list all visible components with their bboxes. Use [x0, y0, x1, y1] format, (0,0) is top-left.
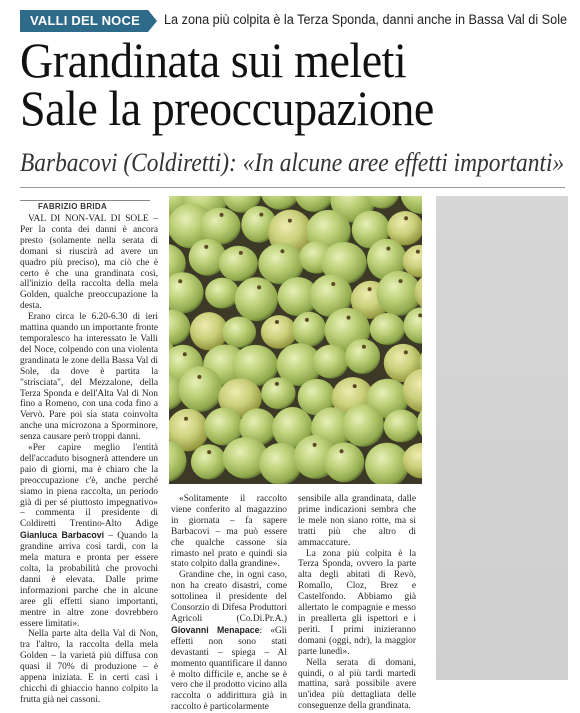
- apple: [345, 339, 380, 374]
- apple: [384, 410, 420, 443]
- headline-line-2: Sale la preoccupazione: [20, 80, 434, 136]
- apple-stem: [386, 247, 390, 251]
- paragraph: La zona più colpita è la Terza Sponda, ovvero la parte alta degli abitati di Revò, Romallo, Cloz, Brez e Castelfondo. Abbiamo già allertato le compagnie e messo in preallerta gli ispettori e i periti. I primi inizieranno domani (oggi, ndr), la maggior parte lunedì».: [298, 548, 416, 657]
- apple-stem: [184, 417, 188, 421]
- paragraph: Erano circa le 6.20-6.30 di ieri mattina quando un importante fronte temporalesco ha interessato le Valli del Noce, colpendo con una violenta grandinata le zone della Bassa Val di Sole, da dove è partita la "strisciata", del Mezzalone, della Terza Sponda e dell'Alta Val di Non fino a Romeno, con una coda fino a Vervò. Pare poi sia stata coinvolta anche una microzona a Sporminore, senza causare però troppi danni.: [20, 312, 158, 443]
- apple-stem: [239, 251, 243, 255]
- apple-stem: [404, 350, 408, 354]
- person-name: Gianluca Barbacovi: [20, 530, 105, 541]
- apple: [169, 272, 204, 313]
- apple: [261, 315, 297, 349]
- apple: [191, 444, 226, 479]
- apple: [313, 345, 349, 379]
- apple-stem: [178, 279, 182, 283]
- divider: [20, 187, 565, 188]
- apple: [261, 196, 300, 210]
- apple-stem: [353, 384, 357, 388]
- arrow-icon: [148, 10, 157, 32]
- apple-stem: [183, 352, 187, 356]
- subtitle: Barbacovi (Coldiretti): «In alcune aree effetti importanti»: [20, 148, 565, 177]
- green-apples-icon: [169, 196, 422, 484]
- paragraph: Grandine che, in ogni caso, non ha creato disastri, come sottolinea il presidente del Consorzio di Difesa Produttori Agricoli (Co.Di.Pr.A.) Giovanni Menapace: «Gli effetti non sono stati devastanti – spiega – Al momento quantificare il danno è molto difficile e, anche se è vero che il prodotto vicino alla raccolta o addirittura già in raccolto è particolarmente: [171, 570, 287, 713]
- apple-stem: [362, 345, 366, 349]
- article-column-2: [171, 494, 287, 713]
- apple-stem: [197, 375, 201, 379]
- kicker-text: La zona più colpita è la Terza Sponda, danni anche in Bassa Val di Sole: [164, 12, 568, 27]
- byline-divider: [20, 200, 150, 201]
- apple-stem: [331, 282, 335, 286]
- article-column-1: [20, 214, 158, 706]
- apple: [222, 317, 256, 348]
- article-column-3: [298, 494, 416, 712]
- apple-stem: [257, 285, 261, 289]
- apple-stem: [399, 279, 403, 283]
- apple: [169, 309, 190, 345]
- paragraph: «Per capire meglio l'entità dell'accaduto bisognerà attendere un paio di giorni, ma è chiaro che la preoccupazione c'è, anche perché siamo in piena raccolta, un periodo già di per sé piuttosto impegnativo» – commenta il presidente di Coldiretti Trentino-Alto Adige Gianluca Barbacovi – Quando la grandine arriva così tardi, con la mela matura e pronta per essere colta, la probabilità che provochi danni è elevata. Dalle prime informazioni parche che in alcune aree gli effetti siano importanti, mentre in altre zone dovrebbero essere limitati».: [20, 443, 158, 629]
- apple: [261, 377, 295, 409]
- paragraph: sensibile alla grandinata, dalle prime indicazioni sembra che le mele non siano rotte, ma si tratti più che altro di ammaccature.: [298, 494, 416, 548]
- kicker-bar: [0, 10, 580, 32]
- paragraph: Nella serata di domani, quindi, o al più tardi martedì mattina, sarà possibile avere un'idea più dettagliata delle conseguenze della grandinata.: [298, 657, 416, 712]
- apple-stem: [220, 213, 224, 217]
- apple-stem: [259, 213, 263, 217]
- apple-stem: [275, 382, 279, 386]
- apples-photo: [169, 196, 422, 484]
- apple-stem: [368, 287, 372, 291]
- apple-stem: [207, 450, 211, 454]
- apple: [179, 366, 223, 411]
- headline-line-1: Grandinata sui meleti: [20, 32, 407, 88]
- byline: FABRIZIO BRIDA: [38, 202, 108, 211]
- apple: [365, 443, 409, 484]
- apple-stem: [204, 245, 208, 249]
- side-panel: [436, 196, 568, 680]
- headline: [20, 32, 570, 136]
- apple: [205, 278, 239, 309]
- apple-stem: [416, 250, 420, 254]
- paragraph: Nella parte alta della Val di Non, tra l'altro, la raccolta della mela Golden – la varietà più diffusa con quasi il 70% di produzione – è appena iniziata. E in certi casi i chicchi di ghiaccio hanno colpito la frutta già nei cassoni.: [20, 629, 158, 705]
- apple: [292, 312, 326, 347]
- apple-stem: [404, 216, 408, 220]
- apple-stem: [288, 219, 292, 223]
- apple-stem: [340, 449, 344, 453]
- apple-stem: [275, 320, 279, 324]
- apple-stem: [305, 318, 309, 322]
- apple: [370, 313, 405, 345]
- paragraph: «Solitamente il raccolto viene conferito al magazzino in giornata – fa sapere Barbacovi – ma può essere che qualche cassone sia rimasto nel prato e quindi sia stato colpito dalla grandine».: [171, 494, 287, 570]
- apple-stem: [280, 249, 284, 253]
- person-name: Giovanni Menapace: [171, 624, 260, 635]
- apple: [342, 404, 384, 447]
- apple: [324, 442, 364, 482]
- apple: [235, 277, 278, 321]
- apple-stem: [313, 443, 317, 447]
- apple: [219, 246, 258, 282]
- apple: [295, 196, 334, 212]
- section-tag: VALLI DEL NOCE: [20, 10, 148, 32]
- paragraph: VAL DI NON-VAL DI SOLE – Per la conta dei danni è ancora presto (solamente nella serata di domani si riuscirà ad avere un quadro più preciso), ma ciò che è certo è che una grandinata così, all'inizio della raccolta della mela Golden, qualche preoccupazione la desta.: [20, 214, 158, 312]
- apple-stem: [347, 316, 351, 320]
